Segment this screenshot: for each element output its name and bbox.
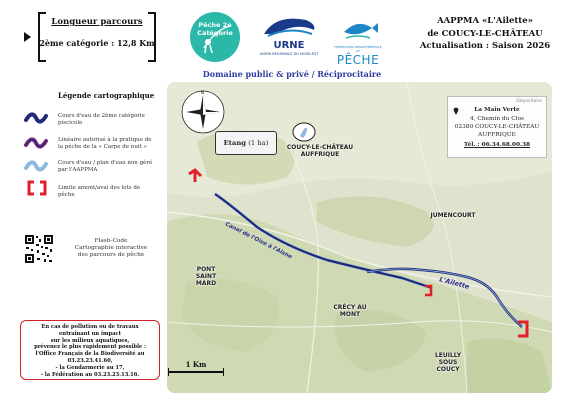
limit-bracket-icon [26,180,50,196]
svg-text:N: N [201,90,204,95]
unmanaged-water-icon [24,158,48,174]
pollution-text [21,321,159,378]
pollution-line-5: l'Office Français de la Biodiversité au 03.23.23.41.60, [35,351,145,364]
pollution-line-7: - la Fédération au 03.23.23.13.16. [40,371,140,378]
pollution-warning-box [20,320,160,380]
federation-fish-icon [334,12,382,44]
town-pont-saint-mard: PONT SAINT MARD [195,266,217,287]
depositaire-address-2: 02380 COUCY-LE-CHÂTEAU [454,124,540,130]
urne-fish-icon [256,12,322,42]
urne-text: URNE [273,40,305,51]
legend-item-river: Cours d'eau de 2ème catégorie piscicole [58,113,145,126]
parcours-length-box [38,12,156,60]
map-panel[interactable] [167,82,552,393]
flash-line-3: des parcours de pêche [77,252,145,258]
aappma-line-1: AAPPMA «L'Ailette» [437,16,533,26]
arrow-right-icon [24,32,31,42]
pollution-line-6: - la Gendarmerie au 17, [55,364,125,371]
pollution-line-2: entraînant un impact [59,330,121,337]
depositaire-address-3: AUFFRIQUE [478,132,516,138]
aappma-line-3: Actualisation : Saison 2026 [419,41,551,51]
flash-line-1: Flash-Code [94,238,128,244]
depositaire-name: La Main Verte [474,107,520,113]
scale-bar [168,371,224,373]
canal-label: Canal de l'Oise à l'Aisne [224,221,293,261]
town-jumencourt: JUMENCOURT [430,212,476,219]
legend-item-unmanaged: Cours d'eau / plan d'eau non géré par l'AAPPMA [58,160,153,173]
location-pin-icon [452,107,460,115]
river-2nd-category-icon [24,110,48,126]
legend-title: Légende cartographique [58,91,155,100]
federation-peche-logo [334,12,382,68]
parcours-category: 2ème catégorie : 12,8 Km [39,38,155,48]
flash-code-caption [66,238,156,259]
legend-item-limit: Limite amont/aval des lots de pêche [58,185,141,198]
depositaire-tel[interactable]: Tél. : 06.34.68.00.38 [463,142,531,148]
depositaire-label: Dépositaire [516,99,542,104]
depositaire-address-1: 4, Chemin du Clos [470,116,524,122]
town-leuilly: LEUILLY SOUS COUCY [434,352,462,373]
pollution-line-1: En cas de pollution ou de travaux [41,324,139,330]
fisherman-icon [190,12,240,62]
federation-text: PÊCHE [336,53,380,67]
etang-size: (1 ha) [248,139,269,147]
ailette-label: L'Ailette [438,275,471,291]
compass-rose-icon [182,90,224,133]
flash-line-2: Cartographie interactive [74,245,148,251]
peche-2e-categorie-logo [190,12,240,62]
etang-name: Etang [223,139,247,147]
aappma-title [410,15,560,53]
carp-night-line-icon [24,135,48,151]
logo-categorie-text: Pêche 2e Catégorie [197,21,233,37]
town-coucy: COUCY-LE-CHÂTEAU AUFFRIQUE [286,144,354,158]
legend-item-carp: Linéaire autorisé à la pratique de la pêche de la « Carpe de nuit » [58,137,152,150]
forest-patch-2 [317,196,434,247]
parcours-title: Longueur parcours [51,17,143,27]
qr-code-icon[interactable] [24,234,54,264]
scale-label: 1 Km [185,360,207,369]
etang-label [215,131,277,155]
pollution-line-3: sur les milieux aquatiques, [50,337,130,344]
map-scale [168,360,224,374]
town-crecy: CRÉCY AU MONT [333,304,367,318]
urne-logo [256,12,322,66]
pollution-line-4: prévenez le plus rapidement possible : [34,344,146,351]
urne-subtext: UNION RÉGIONALE DU NORD-EST [259,52,319,56]
depositaire-card [447,96,547,158]
domaine-subtitle: Domaine public & privé / Réciprocitaire [202,69,382,79]
aappma-line-2: de COUCY-LE-CHÂTEAU [427,28,543,39]
federation-subtext: FÉDÉRATION DÉPARTEMENTALE 02 [334,45,382,53]
